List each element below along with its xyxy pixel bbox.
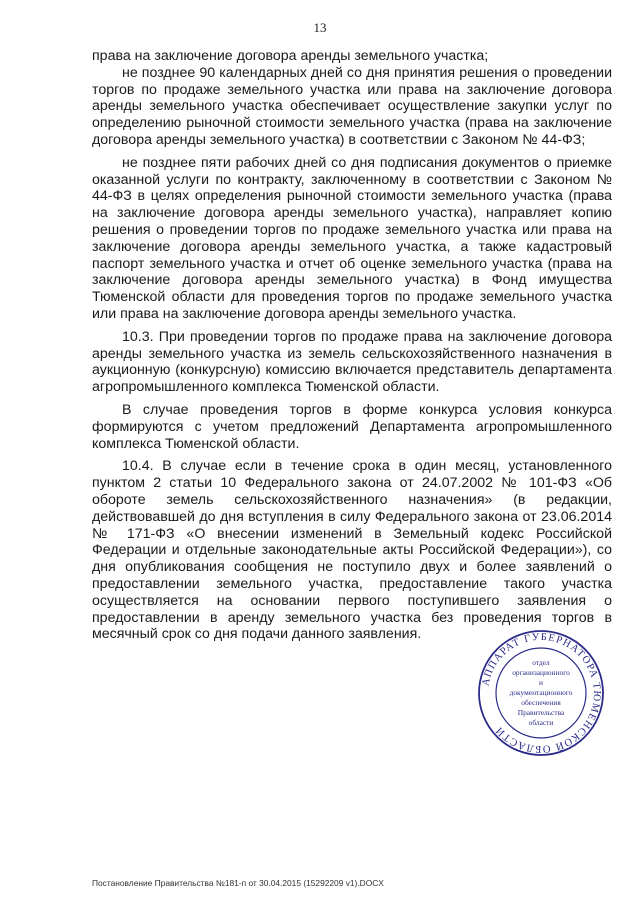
paragraph-continuation: права на заключение договора аренды земельного участка; [92,48,489,64]
stamp-line: документационного [509,688,573,697]
official-stamp [476,628,606,758]
document-body [92,48,612,643]
paragraph-contest-conditions: В случае проведения торгов в форме конкурса условия конкурса формируются с учетом предложений Департамента агропромышленного комплекса Тюменской области. [92,401,612,452]
stamp-line: Правительства [517,708,565,717]
paragraph-10-3: 10.3. При проведении торгов по продаже права на заключение договора аренды земельного участка из земель сельскохозяйственного назначения в аукционную (конкурсную) комиссию включается представитель департамента агропромышленного комплекса Тюменской области. [92,328,612,396]
stamp-line: организационного [512,668,570,677]
document-footer: Постановление Правительства №181-п от 30.04.2015 (15292209 v1).DOCX [92,878,384,888]
stamp-line: отдел [532,658,550,667]
page-number: 13 [313,20,327,35]
stamp-ring-text: АППАРАТ ГУБЕРНАТОРА ТЮМЕНСКОЙ ОБЛАСТИ [480,631,603,755]
stamp-line: обеспечения [521,698,561,707]
paragraph-10-4: 10.4. В случае если в течение срока в один месяц, установленного пунктом 2 статьи 10 Федерального закона от 24.07.2002 № 101-ФЗ «Об обороте земель сельскохозяйственного назначения» (в редакции, действовавшей до дня вступления в силу Федерального закона от 23.06.2014 № 171-ФЗ «О внесении изменений в Земельный кодекс Российской Федерации и отдельные законодательные акты Российской Федерации»), со дня опубликования сообщения не поступило двух и более заявлений о предоставлении земельного участка, предоставление такого участка осуществляется на основании первого поступившего заявления о предоставлении в аренду земельного участка без проведения торгов в месячный срок со дня подачи данного заявления. [92,458,612,643]
paragraph-deadline-90-days: не позднее 90 календарных дней со дня принятия решения о проведении торгов по продаже земельного участка или права на заключение договора аренды земельного участка обеспечивает осуществление закупки услуг по определению рыночной стоимости земельного участка (права на заключение договора аренды земельного участка) в соответствии с Законом № 44-ФЗ; [92,64,612,148]
paragraph-deadline-5-days: не позднее пяти рабочих дней со дня подписания документов о приемке оказанной услуги по контракту, заключенному в соответствии с Законом № 44-ФЗ в целях определения рыночной стоимости земельного участка (права на заключение договора аренды земельного участка), направляет копию решения о проведении торгов по продаже земельного участка или права на заключение договора аренды земельного участка, а также кадастровый паспорт земельного участка и отчет об оценке земельного участка (права на заключение договора аренды земельного участка) в Фонд имущества Тюменской области для проведения торгов по продаже земельного участка или права на заключение договора аренды земельного участка. [92,154,612,322]
stamp-line: области [528,718,554,727]
stamp-line: и [539,678,543,687]
